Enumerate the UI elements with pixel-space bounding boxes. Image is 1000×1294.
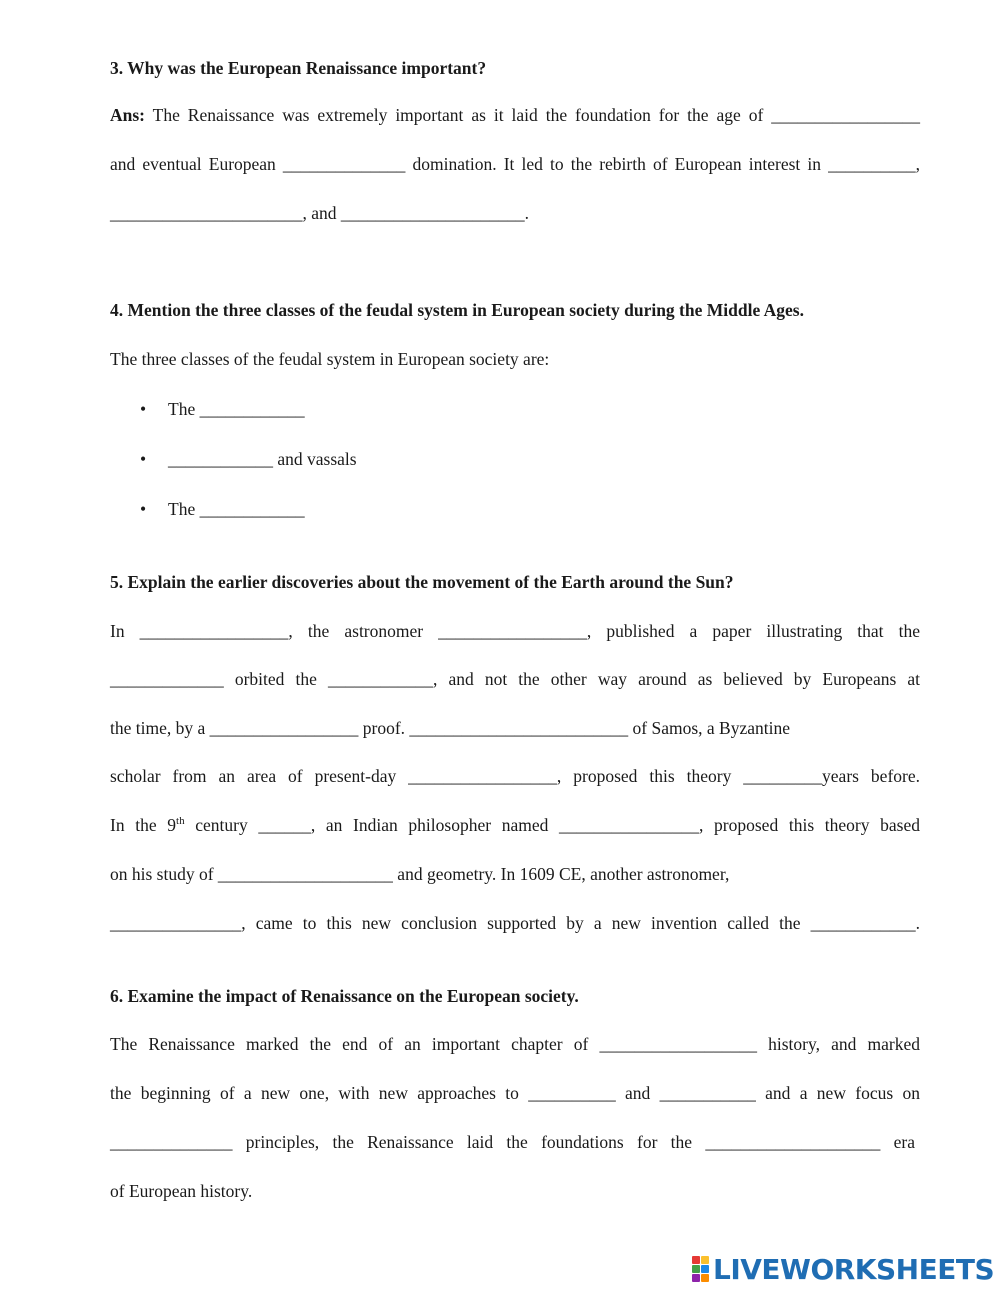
q3-answer-line-2: and eventual European ______________ domination. It led to the rebirth of European interest in __________, — [110, 154, 920, 174]
question-5: 5. Explain the earlier discoveries about the movement of the Earth around the Sun? — [110, 572, 734, 592]
q6-line-4: of European history. — [110, 1181, 253, 1201]
q4-intro: The three classes of the feudal system in European society are: — [110, 349, 550, 369]
q4-bullet-item — [140, 448, 357, 470]
logo-mark-icon — [692, 1256, 709, 1282]
question-6: 6. Examine the impact of Renaissance on the European society. — [110, 986, 579, 1006]
question-3: 3. Why was the European Renaissance important? — [110, 58, 487, 78]
q4-bullet-text: The ____________ — [168, 399, 305, 419]
q4-bullet-text: The ____________ — [168, 499, 305, 519]
q5-line-4: scholar from an area of present-day _________________, proposed this theory _________years before. — [110, 766, 920, 786]
q5-line-3: the time, by a _________________ proof. _________________________ of Samos, a Byzantine — [110, 718, 790, 738]
q4-bullet-text: ____________ and vassals — [168, 449, 357, 469]
logo-square — [701, 1274, 709, 1282]
q5-line-7: _______________, came to this new conclusion supported by a new invention called the ____________. — [110, 913, 920, 933]
q5-line-5 — [110, 814, 920, 836]
q6-line-1: The Renaissance marked the end of an important chapter of __________________ history, and marked — [110, 1034, 920, 1054]
logo-square — [692, 1265, 700, 1273]
q6-line-2: the beginning of a new one, with new approaches to __________ and ___________ and a new focus on — [110, 1083, 920, 1103]
q5-line-2: _____________ orbited the ____________, and not the other way around as believed by Europeans at — [110, 669, 920, 689]
q4-bullet-item — [140, 398, 305, 420]
superscript-th: th — [176, 815, 185, 828]
q3-line-1-text: The Renaissance was extremely important as it laid the foundation for the age of _________________ — [145, 105, 920, 125]
liveworksheets-logo — [692, 1252, 994, 1286]
q6-line-3: ______________ principles, the Renaissance laid the foundations for the ____________________ era — [110, 1132, 915, 1152]
q5-line-5-pre: In the 9 — [110, 815, 177, 835]
logo-square — [701, 1265, 709, 1273]
q5-line-1: In _________________, the astronomer _________________, published a paper illustrating that the — [110, 621, 920, 641]
question-4: 4. Mention the three classes of the feudal system in European society during the Middle Ages. — [110, 300, 804, 320]
q5-line-5-post: century ______, an Indian philosopher named ________________, proposed this theory based — [184, 815, 920, 835]
q3-answer-line-3: ______________________, and _____________________. — [110, 203, 530, 223]
q5-line-6: on his study of ____________________ and geometry. In 1609 CE, another astronomer, — [110, 864, 730, 884]
bullet-icon: • — [140, 449, 147, 469]
logo-square — [701, 1256, 709, 1264]
logo-square — [692, 1256, 700, 1264]
q4-bullet-item — [140, 498, 305, 520]
q3-answer-line-1 — [110, 104, 920, 126]
logo-square — [692, 1274, 700, 1282]
bullet-icon: • — [140, 499, 147, 519]
answer-label: Ans: — [110, 105, 146, 125]
logo-text: LIVEWORKSHEETS — [713, 1252, 995, 1286]
bullet-icon: • — [140, 399, 147, 419]
